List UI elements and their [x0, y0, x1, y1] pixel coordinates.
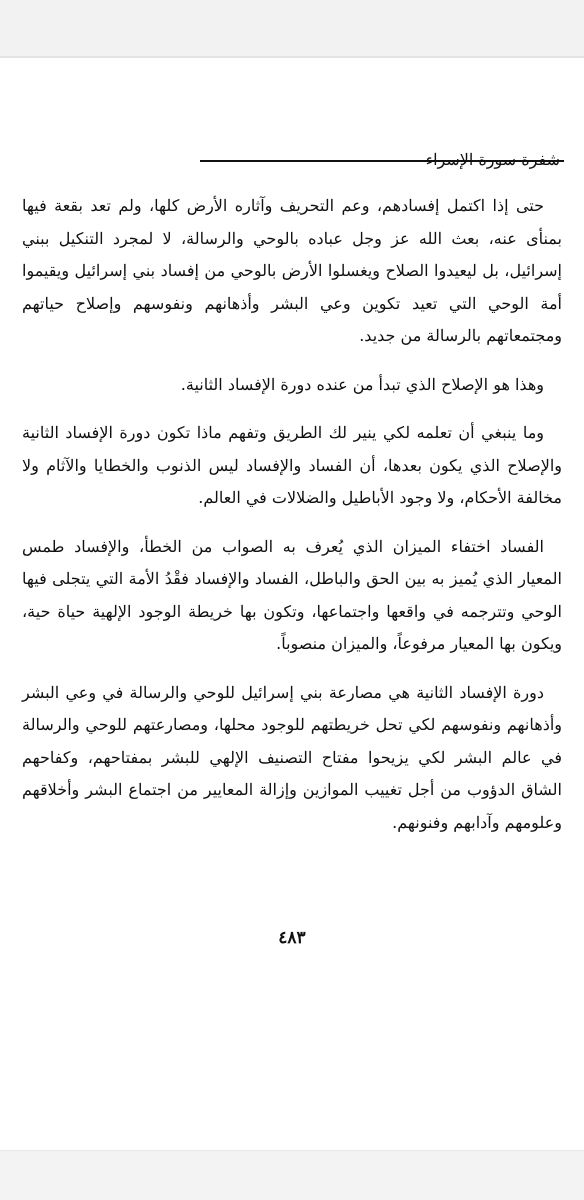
- top-margin-strip: [0, 0, 584, 56]
- paragraph-1: حتى إذا اكتمل إفسادهم، وعم التحريف وآثاره الأرض كلها، ولم تعد بقعة فيها بمنأى عنه، بعث الله عز وجل عباده بالوحي والرسالة، لا لمجرد التنكيل ببني إسرائيل، بل ليعيدوا الصلاح ويغسلوا الأرض بالوحي من إفساد بني إسرائيل ويقيموا أمة الوحي التي تعيد تكوين وعي البشر وأذهانهم ونفوسهم وإصلاح حياتهم ومجتمعاتهم بالرسالة من جديد.: [22, 196, 563, 345]
- paragraph-3: وما ينبغي أن تعلمه لكي ينير لك الطريق وتفهم ماذا تكون دورة الإفساد الثانية والإصلاح الذي يكون بعدها، أن الفساد والإفساد ليس الذنوب والخطايا والآثام ولا مخالفة الأحكام، ولا وجود الأباطيل والضلالات في العالم.: [22, 423, 562, 507]
- page-body: [22, 190, 562, 855]
- running-header: [0, 146, 584, 176]
- bottom-margin-strip: [0, 1151, 584, 1200]
- header-title: شفرة سورة الإسراء: [425, 150, 560, 169]
- paragraph-2: وهذا هو الإصلاح الذي تبدأ من عنده دورة الإفساد الثانية.: [180, 374, 544, 394]
- page-number: ٤٨٣: [278, 928, 306, 948]
- paragraph-5: دورة الإفساد الثانية هي مصارعة بني إسرائيل للوحي والرسالة في وعي البشر وأذهانهم ونفوسهم لكي تحل خريطتهم للوجود محلها، ومصارعتهم للوحي والرسالة في عالم البشر لكي يزيحوا مفتاح التصنيف الإلهي للبشر بمفتاحهم، وكفاحهم الشاق الدؤوب من أجل تغييب الموازين وإزالة المعايير من اجتماع البشر وأخلاقهم وعلومهم وآدابهم وفنونهم.: [22, 682, 562, 832]
- paragraph-4: الفساد اختفاء الميزان الذي يُعرف به الصواب من الخطأ، والإفساد طمس المعيار الذي يُميز به بين الحق والباطل، الفساد والإفساد فقْدُ الأمة التي يتجلى فيها الوحي وتترجمه في واقعها واجتماعها، وتكون بها خريطة الوجود الإلهية حياة حية، ويكون بها المعيار مرفوعاً، والميزان منصوباً.: [22, 536, 562, 653]
- top-margin-edge: [0, 56, 584, 58]
